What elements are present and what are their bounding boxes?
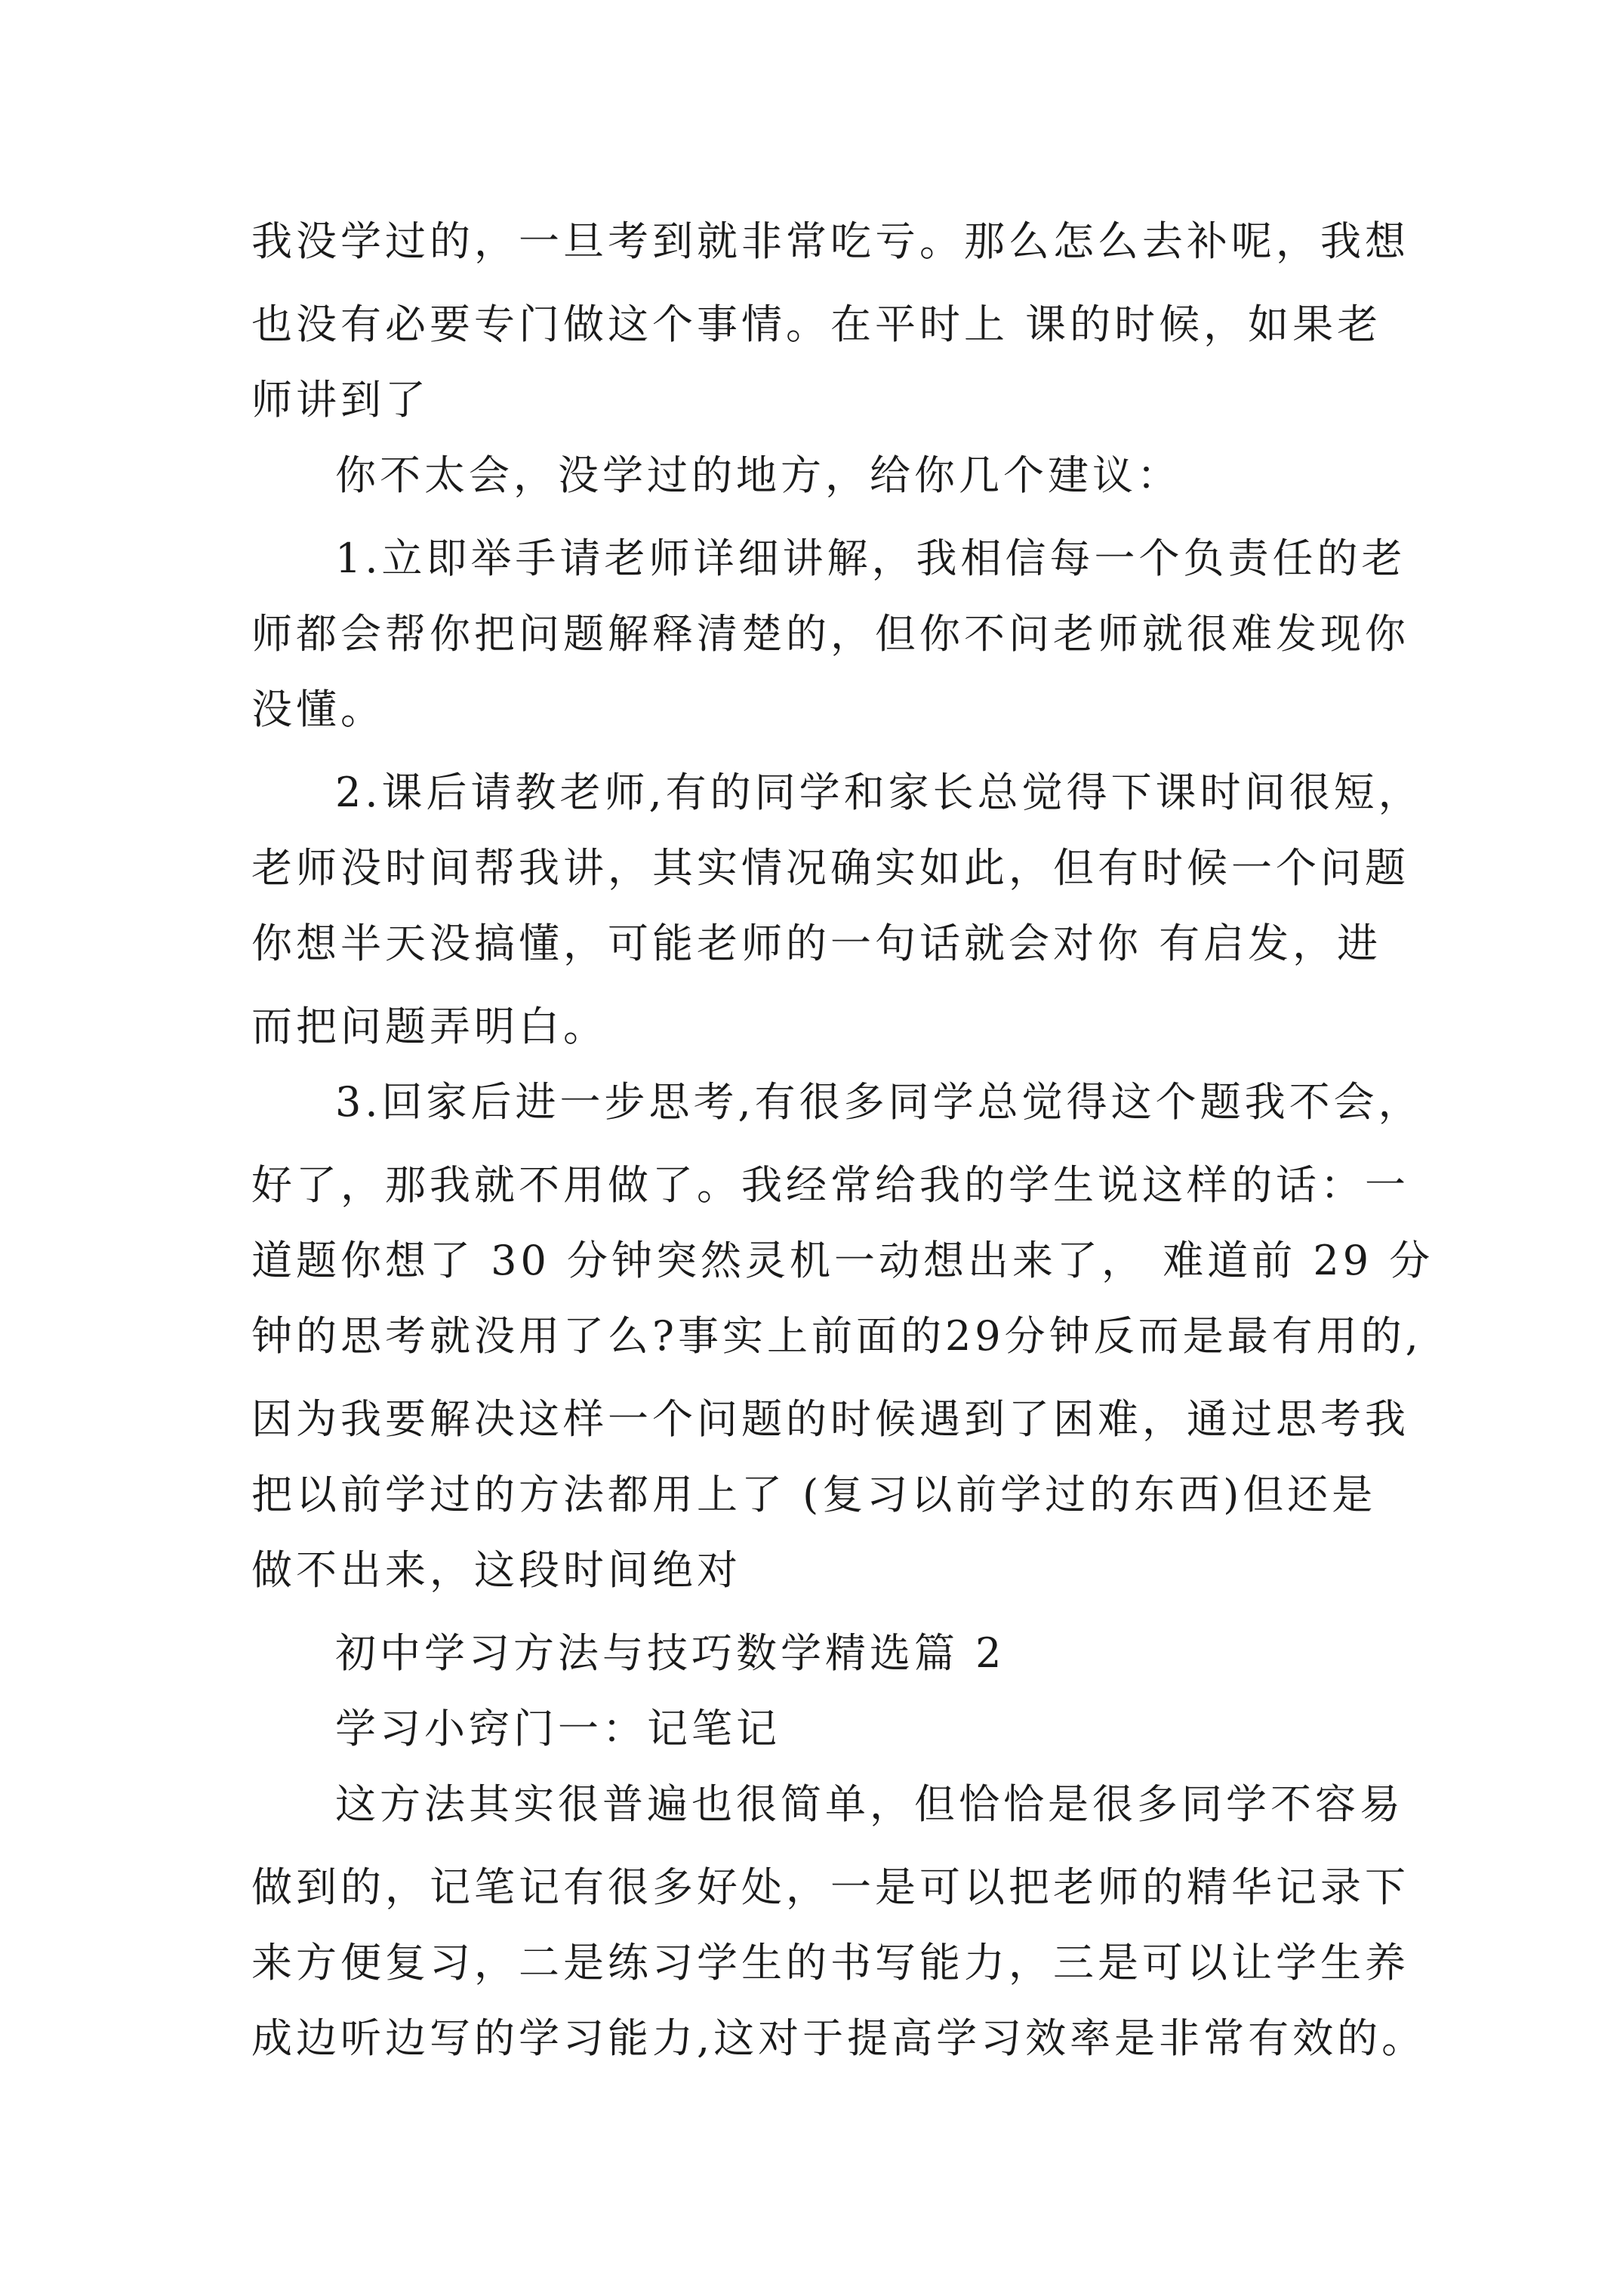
text-line: 道题你想了 30 分钟突然灵机一动想出来了， 难道前 29 分	[251, 1237, 1434, 1284]
text-line: 成边听边写的学习能力,这对于提高学习效率是非常有效的。	[251, 2014, 1427, 2062]
paragraph-start: 这方法其实很普遍也很简单，但恰恰是很多同学不容易	[335, 1780, 1404, 1828]
paragraph-start: 你不太会，没学过的地方，给你几个建议：	[335, 451, 1181, 499]
text-line: 来方便复习，二是练习学生的书写能力，三是可以让学生养	[251, 1939, 1409, 1986]
text-line: 而把问题弄明白。	[251, 1003, 608, 1050]
text-line: 老师没时间帮我讲，其实情况确实如此，但有时候一个问题	[251, 844, 1409, 892]
text-line: 把以前学过的方法都用上了 (复习以前学过的东西)但还是	[251, 1471, 1377, 1518]
text-line: 做到的，记笔记有很多好处，一是可以把老师的精华记录下	[251, 1863, 1409, 1911]
text-line: 钟的思考就没用了么?事实上前面的29分钟反而是最有用的,	[251, 1312, 1422, 1360]
list-item-1: 1.立即举手请老师详细讲解，我相信每一个负责任的老	[335, 535, 1406, 582]
text-line: 你想半天没搞懂，可能老师的一句话就会对你 有启发，进	[251, 920, 1382, 967]
subheading: 学习小窍门一：记笔记	[335, 1705, 781, 1752]
list-item-3: 3.回家后进一步思考,有很多同学总觉得这个题我不会，	[335, 1078, 1423, 1126]
section-heading: 初中学习方法与技巧数学精选篇 2	[335, 1629, 1006, 1677]
text-line: 师都会帮你把问题解释清楚的，但你不问老师就很难发现你	[251, 610, 1409, 658]
list-item-2: 2.课后请教老师,有的同学和家长总觉得下课时间很短，	[335, 769, 1423, 816]
text-line: 没懂。	[251, 686, 385, 733]
text-line: 也没有必要专门做这个事情。在平时上 课的时候，如果老	[251, 300, 1382, 348]
text-line: 好了，那我就不用做了。我经常给我的学生说这样的话：一	[251, 1161, 1409, 1209]
text-line: 师讲到了	[251, 376, 430, 424]
text-line: 因为我要解决这样一个问题的时候遇到了困难，通过思考我	[251, 1395, 1409, 1443]
text-line: 我没学过的，一旦考到就非常吃亏。那么怎么去补呢，我想	[251, 217, 1409, 265]
text-line: 做不出来，这段时间绝对	[251, 1546, 741, 1594]
